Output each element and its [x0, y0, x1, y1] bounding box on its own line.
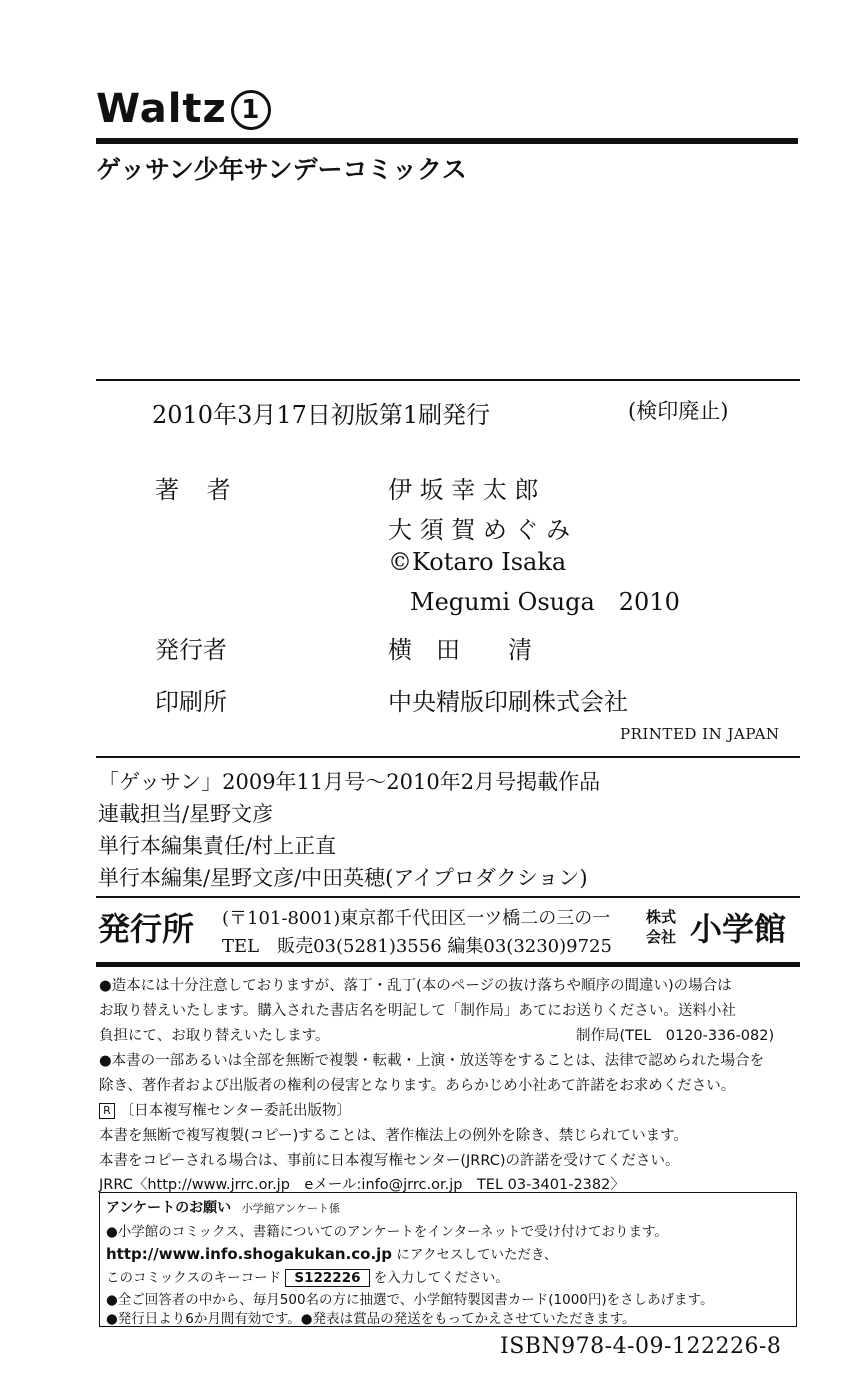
stamp-note: (検印廃止) [628, 399, 729, 423]
copyright-line-2: Megumi Osuga 2010 [410, 588, 680, 616]
printed-in: PRINTED IN JAPAN [620, 725, 780, 743]
title-text: Waltz [96, 86, 227, 132]
series-label: ゲッサン少年サンデーコミックス [96, 155, 467, 184]
survey-line-1: ●小学館のコミックス、書籍についてのアンケートをインターネットで受け付けております。 [106, 1224, 668, 1240]
publisher-heading: 発行所 [98, 910, 195, 948]
notice-line-1: ●造本には十分注意しておりますが、落丁・乱丁(本のページの抜け落ちや順序の間違い)の場合は [99, 978, 732, 994]
survey-line-4: ●全ご回答者の中から、毎月500名の方に抽選で、小学館特製図書カード(1000円)をさしあげます。 [106, 1292, 714, 1308]
publication-date: 2010年3月17日初版第1刷発行 [152, 401, 491, 429]
production-contact: 制作局(TEL 0120-336-082) [576, 1028, 775, 1044]
survey-heading [106, 1197, 340, 1217]
credit-role-printer: 印刷所 [155, 688, 227, 716]
company-prefix-1: 株式 [646, 908, 677, 926]
isbn: ISBN978-4-09-122226-8 [500, 1334, 782, 1359]
survey-url-line [106, 1243, 557, 1263]
survey-code-line [106, 1266, 509, 1287]
notice-line-2: お取り替えいたします。購入された書店名を明記して「制作局」あてにお送りください。送料小社 [99, 1003, 736, 1019]
book-title [96, 86, 271, 132]
survey-heading-sub: 小学館アンケート係 [241, 1202, 340, 1215]
serialization-line-3: 単行本編集責任/村上正直 [98, 834, 337, 858]
survey-url-suffix: にアクセスしていただき、 [396, 1247, 558, 1263]
notice-line-8: 本書をコピーされる場合は、事前に日本複写権センター(JRRC)の許諾を受けてください。 [99, 1153, 680, 1169]
notice-line-7: 本書を無断で複写複製(コピー)することは、著作権法上の例外を除き、禁じられています。 [99, 1128, 688, 1144]
credit-role-publisher: 発行者 [155, 636, 227, 664]
notice-line-9: JRRC〈http://www.jrrc.or.jp eメール:info@jrrc.or.jp TEL 03-3401-2382〉 [99, 1177, 625, 1193]
serialization-line-1: 「ゲッサン」2009年11月号〜2010年2月号掲載作品 [98, 770, 601, 794]
divider-mid [96, 756, 800, 758]
printer-name: 中央精版印刷株式会社 [388, 688, 628, 716]
notice-line-4: ●本書の一部あるいは全部を無断で複製・転載・上演・放送等をすることは、法律で認められた場合を [99, 1053, 765, 1069]
divider-notices [96, 962, 800, 967]
notice-line-6: 〔日本複写権センター委託出版物〕 [119, 1103, 352, 1119]
survey-line-5: ●発行日より6か月間有効です。●発表は賞品の発送をもってかえさせていただきます。 [106, 1311, 636, 1327]
volume-number: 1 [231, 90, 271, 130]
registered-mark-icon: R [99, 1103, 115, 1119]
notice-line-3: 負担にて、お取り替えいたします。 [99, 1028, 330, 1044]
divider-top [96, 379, 800, 381]
survey-code-suffix: を入力してください。 [373, 1270, 509, 1286]
survey-box [99, 1192, 797, 1327]
publisher-tel: TEL 販売03(5281)3556 編集03(3230)9725 [222, 936, 612, 957]
serialization-line-2: 連載担当/星野文彦 [98, 802, 274, 826]
publisher-name: 横 田 清 [388, 636, 532, 664]
title-rule [96, 138, 798, 144]
company-name: 小学館 [690, 910, 787, 948]
divider-publisher [96, 896, 800, 898]
author-2: 大 須 賀 め ぐ み [388, 516, 571, 544]
copyright-line-1: ©Kotaro Isaka [388, 548, 567, 576]
credit-role-author: 著 者 [155, 476, 241, 504]
survey-code-prefix: このコミックスのキーコード [106, 1270, 282, 1286]
notice-line-5: 除き、著作者および出版者の権利の侵害となります。あらかじめ小社あて許諾をお求めください。 [99, 1078, 736, 1094]
publisher-address: (〒101-8001)東京都千代田区一ツ橋二の三の一 [222, 908, 611, 929]
jrrc-line [99, 1099, 351, 1120]
survey-url[interactable]: http://www.info.shogakukan.co.jp [106, 1245, 393, 1263]
author-1: 伊 坂 幸 太 郎 [388, 476, 539, 504]
serialization-line-4: 単行本編集/星野文彦/中田英穂(アイプロダクション) [98, 866, 588, 890]
survey-heading-text: アンケートのお願い [106, 1200, 232, 1216]
survey-key-code: S122226 [285, 1269, 369, 1287]
company-prefix-2: 会社 [646, 928, 677, 946]
